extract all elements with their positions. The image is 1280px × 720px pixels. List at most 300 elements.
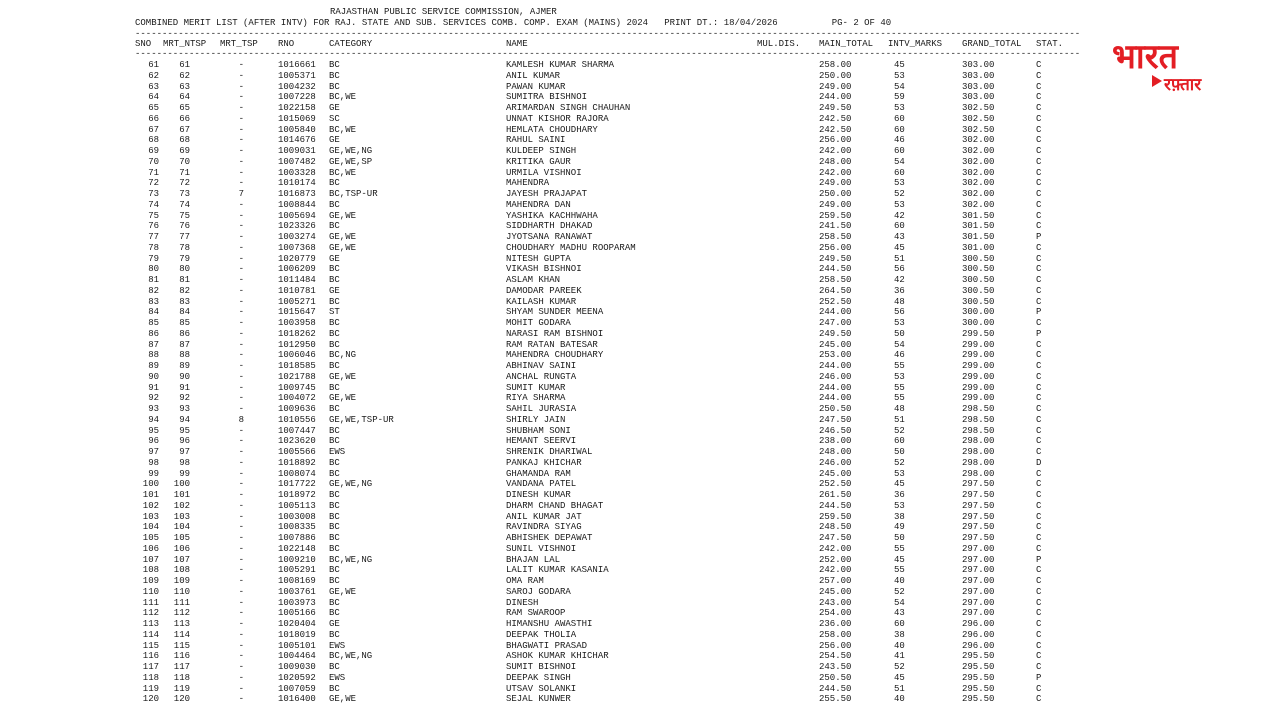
cell-name: SHRENIK DHARIWAL	[506, 447, 593, 457]
cell-sno: 77	[148, 232, 159, 242]
cell-main-total: 244.00	[819, 393, 852, 404]
cell-mrt-tsp: -	[238, 608, 244, 619]
cell-intv-marks: 48	[894, 404, 905, 414]
table-row	[0, 619, 1100, 630]
col-mul-dis: MUL.DIS.	[757, 39, 801, 49]
cell-mrt-tsp: -	[238, 307, 244, 318]
cell-sno: 107	[142, 554, 159, 565]
col-name: NAME	[506, 39, 528, 49]
cell-rno: 1003008	[278, 511, 316, 522]
cell-mrt-ntsp: 117	[173, 662, 190, 672]
cell-main-total: 245.00	[819, 339, 852, 350]
cell-main-total: 258.50	[819, 232, 852, 242]
cell-name: OMA RAM	[506, 576, 544, 586]
col-grand-total: GRAND_TOTAL	[962, 39, 1022, 49]
cell-sno: 63	[148, 81, 159, 92]
cell-mrt-ntsp: 72	[179, 178, 190, 189]
cell-category: GE,WE,NG	[329, 479, 373, 490]
cell-grand-total: 300.50	[962, 296, 995, 307]
cell-mrt-tsp: -	[238, 597, 244, 608]
cell-mrt-ntsp: 67	[179, 124, 190, 135]
cell-intv-marks: 51	[894, 683, 905, 694]
cell-name: RAHUL SAINI	[506, 135, 566, 146]
cell-category: BC	[329, 296, 340, 307]
cell-sno: 115	[142, 640, 159, 651]
cell-mrt-ntsp: 90	[179, 371, 190, 382]
cell-category: ST	[329, 307, 340, 318]
table-row	[0, 598, 1100, 609]
cell-category: BC	[329, 533, 340, 543]
cell-stat: C	[1036, 221, 1042, 232]
cell-category: BC	[329, 264, 340, 275]
cell-category: EWS	[329, 447, 346, 457]
cell-stat: C	[1036, 640, 1042, 651]
cell-grand-total: 302.50	[962, 113, 995, 124]
cell-grand-total: 297.00	[962, 576, 995, 586]
cell-sno: 67	[148, 124, 159, 135]
cell-category: BC	[329, 457, 340, 468]
cell-sno: 109	[142, 576, 159, 586]
cell-main-total: 254.00	[819, 608, 852, 619]
list-title: COMBINED MERIT LIST (AFTER INTV) FOR RAJ. STATE AND SUB. SERVICES COMB. COMP. EXAM (MAINS) 2024 PRINT DT.: 18/04/2026 PG- 2 OF 40	[135, 17, 892, 28]
cell-main-total: 249.50	[819, 103, 852, 113]
table-row	[0, 221, 1100, 232]
cell-name: ANIL KUMAR	[506, 70, 561, 81]
cell-sno: 72	[148, 178, 159, 189]
cell-sno: 118	[142, 672, 159, 683]
cell-sno: 102	[142, 500, 159, 511]
cell-rno: 1003761	[278, 586, 316, 597]
cell-category: BC,WE,NG	[329, 651, 373, 662]
cell-mrt-ntsp: 88	[179, 350, 190, 361]
cell-grand-total: 297.00	[962, 597, 995, 608]
cell-category: BC,WE	[329, 167, 357, 178]
cell-main-total: 261.50	[819, 490, 852, 500]
cell-main-total: 253.00	[819, 350, 852, 361]
cell-mrt-ntsp: 82	[179, 285, 190, 296]
cell-mrt-ntsp: 65	[179, 103, 190, 113]
cell-name: ASLAM KHAN	[506, 275, 561, 285]
cell-name: BHAJAN LAL	[506, 554, 561, 565]
cell-rno: 1009210	[278, 554, 316, 565]
cell-grand-total: 299.00	[962, 371, 995, 382]
cell-sno: 106	[142, 543, 159, 554]
logo-sub-text: रफ़्तार	[1164, 75, 1202, 95]
cell-name: SEJAL KUNWER	[506, 694, 571, 705]
cell-intv-marks: 56	[894, 264, 905, 275]
cell-stat: C	[1036, 113, 1042, 124]
cell-grand-total: 301.50	[962, 221, 995, 232]
cell-mrt-ntsp: 83	[179, 296, 190, 307]
cell-name: PANKAJ KHICHAR	[506, 457, 582, 468]
table-row	[0, 501, 1100, 512]
cell-stat: C	[1036, 576, 1042, 586]
cell-rno: 1006046	[278, 350, 316, 361]
cell-sno: 94	[148, 414, 159, 425]
cell-mrt-ntsp: 110	[173, 586, 190, 597]
cell-mrt-ntsp: 73	[179, 189, 190, 199]
table-row	[0, 232, 1100, 243]
cell-sno: 83	[148, 296, 159, 307]
cell-main-total: 242.00	[819, 565, 852, 576]
cell-intv-marks: 50	[894, 447, 905, 457]
table-row	[0, 372, 1100, 383]
cell-name: HEMLATA CHOUDHARY	[506, 124, 598, 135]
cell-category: BC	[329, 339, 340, 350]
cell-category: BC	[329, 328, 340, 339]
cell-stat: C	[1036, 382, 1042, 393]
cell-grand-total: 302.00	[962, 199, 995, 210]
cell-name: SIDDHARTH DHAKAD	[506, 221, 593, 232]
cell-grand-total: 299.50	[962, 328, 995, 339]
col-rno: RNO	[278, 39, 295, 49]
cell-main-total: 242.50	[819, 113, 852, 124]
cell-sno: 85	[148, 318, 159, 328]
cell-main-total: 256.00	[819, 242, 852, 253]
cell-sno: 105	[142, 533, 159, 543]
cell-rno: 1022158	[278, 103, 316, 113]
cell-category: BC	[329, 608, 340, 619]
cell-mrt-ntsp: 103	[173, 511, 190, 522]
cell-category: GE,WE,SP	[329, 156, 373, 167]
cell-category: BC	[329, 522, 340, 533]
cell-name: SUNIL VISHNOI	[506, 543, 577, 554]
cell-name: SUMITRA BISHNOI	[506, 92, 588, 103]
cell-category: BC	[329, 511, 340, 522]
cell-main-total: 254.50	[819, 651, 852, 662]
cell-grand-total: 300.00	[962, 307, 995, 318]
cell-mrt-tsp: -	[238, 199, 244, 210]
cell-sno: 110	[142, 586, 159, 597]
cell-sno: 66	[148, 113, 159, 124]
cell-name: UNNAT KISHOR RAJORA	[506, 113, 609, 124]
cell-grand-total: 298.00	[962, 447, 995, 457]
cell-stat: C	[1036, 425, 1042, 436]
cell-category: GE	[329, 135, 340, 146]
cell-stat: C	[1036, 242, 1042, 253]
table-row	[0, 694, 1100, 705]
table-row	[0, 479, 1100, 490]
cell-main-total: 245.00	[819, 586, 852, 597]
cell-stat: C	[1036, 543, 1042, 554]
cell-grand-total: 302.00	[962, 167, 995, 178]
cell-rno: 1012950	[278, 339, 316, 350]
cell-grand-total: 297.50	[962, 522, 995, 533]
cell-mrt-tsp: -	[238, 103, 244, 113]
cell-main-total: 250.00	[819, 70, 852, 81]
cell-main-total: 249.50	[819, 253, 852, 264]
cell-sno: 79	[148, 253, 159, 264]
cell-stat: C	[1036, 500, 1042, 511]
cell-mrt-ntsp: 109	[173, 576, 190, 586]
table-row	[0, 307, 1100, 318]
cell-main-total: 246.50	[819, 425, 852, 436]
cell-grand-total: 296.00	[962, 629, 995, 640]
cell-rno: 1018892	[278, 457, 316, 468]
table-row	[0, 522, 1100, 533]
cell-mrt-ntsp: 93	[179, 404, 190, 414]
cell-rno: 1008169	[278, 576, 316, 586]
cell-main-total: 242.00	[819, 543, 852, 554]
cell-grand-total: 302.50	[962, 103, 995, 113]
cell-category: GE,WE	[329, 371, 357, 382]
cell-intv-marks: 40	[894, 694, 905, 705]
cell-mrt-tsp: -	[238, 350, 244, 361]
cell-mrt-ntsp: 64	[179, 92, 190, 103]
table-row	[0, 447, 1100, 458]
table-row	[0, 243, 1100, 254]
table-row	[0, 458, 1100, 469]
table-row	[0, 200, 1100, 211]
cell-name: VIKASH BISHNOI	[506, 264, 582, 275]
cell-mrt-tsp: -	[238, 576, 244, 586]
cell-mrt-ntsp: 68	[179, 135, 190, 146]
cell-intv-marks: 55	[894, 393, 905, 404]
cell-intv-marks: 53	[894, 103, 905, 113]
cell-mrt-ntsp: 91	[179, 382, 190, 393]
cell-category: GE,WE,NG	[329, 146, 373, 156]
cell-grand-total: 297.50	[962, 500, 995, 511]
cell-category: BC	[329, 662, 340, 672]
cell-stat: C	[1036, 178, 1042, 189]
cell-main-total: 258.00	[819, 629, 852, 640]
cell-name: RAM SWAROOP	[506, 608, 566, 619]
cell-intv-marks: 55	[894, 361, 905, 371]
cell-grand-total: 303.00	[962, 92, 995, 103]
cell-intv-marks: 60	[894, 124, 905, 135]
table-row	[0, 114, 1100, 125]
cell-stat: C	[1036, 350, 1042, 361]
cell-mrt-ntsp: 97	[179, 447, 190, 457]
cell-category: GE	[329, 285, 340, 296]
table-row	[0, 490, 1100, 501]
cell-intv-marks: 53	[894, 199, 905, 210]
cell-mrt-tsp: -	[238, 135, 244, 146]
table-row	[0, 426, 1100, 437]
cell-mrt-tsp: -	[238, 683, 244, 694]
cell-intv-marks: 45	[894, 672, 905, 683]
table-row	[0, 641, 1100, 652]
cell-rno: 1017722	[278, 479, 316, 490]
cell-stat: C	[1036, 651, 1042, 662]
cell-mrt-tsp: 8	[238, 414, 244, 425]
cell-category: BC	[329, 597, 340, 608]
cell-category: BC	[329, 70, 340, 81]
cell-main-total: 256.00	[819, 135, 852, 146]
cell-mrt-tsp: -	[238, 436, 244, 447]
cell-stat: C	[1036, 565, 1042, 576]
cell-intv-marks: 36	[894, 285, 905, 296]
col-main-total: MAIN_TOTAL	[819, 39, 874, 49]
cell-stat: C	[1036, 60, 1042, 70]
cell-mrt-tsp: -	[238, 264, 244, 275]
cell-grand-total: 296.00	[962, 619, 995, 629]
cell-category: BC	[329, 436, 340, 447]
cell-intv-marks: 53	[894, 468, 905, 479]
cell-main-total: 245.00	[819, 468, 852, 479]
cell-mrt-tsp: -	[238, 672, 244, 683]
cell-sno: 74	[148, 199, 159, 210]
cell-sno: 112	[142, 608, 159, 619]
cell-sno: 113	[142, 619, 159, 629]
cell-mrt-ntsp: 114	[173, 629, 190, 640]
cell-grand-total: 300.50	[962, 275, 995, 285]
cell-mrt-tsp: -	[238, 586, 244, 597]
table-row	[0, 512, 1100, 523]
cell-intv-marks: 50	[894, 328, 905, 339]
cell-grand-total: 297.50	[962, 511, 995, 522]
cell-grand-total: 296.00	[962, 640, 995, 651]
cell-mrt-ntsp: 78	[179, 242, 190, 253]
cell-main-total: 255.50	[819, 694, 852, 705]
cell-mrt-tsp: -	[238, 275, 244, 285]
cell-sno: 89	[148, 361, 159, 371]
cell-sno: 76	[148, 221, 159, 232]
cell-mrt-ntsp: 98	[179, 457, 190, 468]
cell-mrt-tsp: -	[238, 253, 244, 264]
cell-name: MOHIT GODARA	[506, 318, 571, 328]
cell-category: BC	[329, 576, 340, 586]
cell-stat: C	[1036, 103, 1042, 113]
cell-mrt-ntsp: 111	[173, 597, 190, 608]
cell-grand-total: 298.50	[962, 425, 995, 436]
cell-grand-total: 297.00	[962, 586, 995, 597]
cell-category: BC	[329, 81, 340, 92]
cell-mrt-ntsp: 70	[179, 156, 190, 167]
cell-mrt-tsp: -	[238, 70, 244, 81]
cell-grand-total: 301.50	[962, 210, 995, 221]
cell-sno: 119	[142, 683, 159, 694]
cell-rno: 1003958	[278, 318, 316, 328]
cell-rno: 1007447	[278, 425, 316, 436]
cell-grand-total: 297.00	[962, 554, 995, 565]
cell-sno: 78	[148, 242, 159, 253]
cell-main-total: 257.00	[819, 576, 852, 586]
cell-sno: 70	[148, 156, 159, 167]
cell-name: BHAGWATI PRASAD	[506, 640, 588, 651]
cell-mrt-ntsp: 104	[173, 522, 190, 533]
cell-rno: 1005113	[278, 500, 316, 511]
cell-intv-marks: 38	[894, 629, 905, 640]
cell-sno: 108	[142, 565, 159, 576]
cell-mrt-tsp: -	[238, 533, 244, 543]
cell-main-total: 236.00	[819, 619, 852, 629]
cell-intv-marks: 40	[894, 640, 905, 651]
cell-name: LALIT KUMAR KASANIA	[506, 565, 609, 576]
cell-sno: 68	[148, 135, 159, 146]
table-row	[0, 469, 1100, 480]
cell-sno: 114	[142, 629, 159, 640]
cell-intv-marks: 46	[894, 350, 905, 361]
cell-sno: 62	[148, 70, 159, 81]
cell-name: SHUBHAM SONI	[506, 425, 571, 436]
cell-main-total: 243.00	[819, 597, 852, 608]
cell-sno: 95	[148, 425, 159, 436]
col-mrt-tsp: MRT_TSP	[220, 39, 258, 49]
cell-mrt-tsp: -	[238, 221, 244, 232]
cell-stat: C	[1036, 586, 1042, 597]
table-row	[0, 662, 1100, 673]
cell-mrt-ntsp: 95	[179, 425, 190, 436]
cell-stat: C	[1036, 296, 1042, 307]
cell-grand-total: 300.50	[962, 285, 995, 296]
cell-name: ARIMARDAN SINGH CHAUHAN	[506, 103, 631, 113]
cell-intv-marks: 55	[894, 565, 905, 576]
cell-intv-marks: 50	[894, 533, 905, 543]
cell-mrt-ntsp: 101	[173, 490, 190, 500]
cell-mrt-ntsp: 112	[173, 608, 190, 619]
cell-main-total: 258.00	[819, 60, 852, 70]
cell-intv-marks: 54	[894, 339, 905, 350]
cell-rno: 1007886	[278, 533, 316, 543]
cell-mrt-tsp: -	[238, 167, 244, 178]
cell-stat: C	[1036, 522, 1042, 533]
cell-intv-marks: 36	[894, 490, 905, 500]
table-row	[0, 340, 1100, 351]
cell-name: SUMIT BISHNOI	[506, 662, 577, 672]
cell-stat: C	[1036, 167, 1042, 178]
cell-mrt-tsp: -	[238, 662, 244, 672]
cell-grand-total: 299.00	[962, 339, 995, 350]
cell-intv-marks: 52	[894, 425, 905, 436]
cell-mrt-ntsp: 89	[179, 361, 190, 371]
table-row	[0, 630, 1100, 641]
cell-main-total: 248.00	[819, 447, 852, 457]
cell-grand-total: 298.50	[962, 404, 995, 414]
cell-name: HIMANSHU AWASTHI	[506, 619, 593, 629]
cell-rno: 1004464	[278, 651, 316, 662]
table-row	[0, 275, 1100, 286]
cell-main-total: 249.00	[819, 178, 852, 189]
cell-rno: 1010556	[278, 414, 316, 425]
cell-rno: 1011484	[278, 275, 316, 285]
cell-intv-marks: 45	[894, 60, 905, 70]
cell-name: KAMLESH KUMAR SHARMA	[506, 60, 615, 70]
cell-name: MAHENDRA CHOUDHARY	[506, 350, 604, 361]
cell-category: BC	[329, 275, 340, 285]
cell-intv-marks: 40	[894, 576, 905, 586]
cell-mrt-ntsp: 116	[173, 651, 190, 662]
cell-sno: 75	[148, 210, 159, 221]
cell-rno: 1023620	[278, 436, 316, 447]
cell-intv-marks: 52	[894, 457, 905, 468]
table-row	[0, 533, 1100, 544]
cell-mrt-tsp: -	[238, 124, 244, 135]
cell-main-total: 242.00	[819, 146, 852, 156]
table-row	[0, 555, 1100, 566]
table-row	[0, 60, 1100, 71]
table-row	[0, 393, 1100, 404]
cell-stat: D	[1036, 457, 1042, 468]
cell-category: BC,TSP-UR	[329, 189, 378, 199]
cell-main-total: 247.50	[819, 414, 852, 425]
cell-category: GE	[329, 619, 340, 629]
table-row	[0, 264, 1100, 275]
cell-sno: 71	[148, 167, 159, 178]
cell-main-total: 243.50	[819, 662, 852, 672]
cell-main-total: 246.00	[819, 371, 852, 382]
cell-grand-total: 300.00	[962, 318, 995, 328]
cell-intv-marks: 52	[894, 586, 905, 597]
col-stat: STAT.	[1036, 39, 1064, 49]
cell-mrt-ntsp: 81	[179, 275, 190, 285]
cell-intv-marks: 53	[894, 318, 905, 328]
cell-mrt-tsp: -	[238, 382, 244, 393]
cell-mrt-ntsp: 71	[179, 167, 190, 178]
cell-stat: C	[1036, 404, 1042, 414]
cell-main-total: 249.00	[819, 81, 852, 92]
cell-rno: 1018972	[278, 490, 316, 500]
